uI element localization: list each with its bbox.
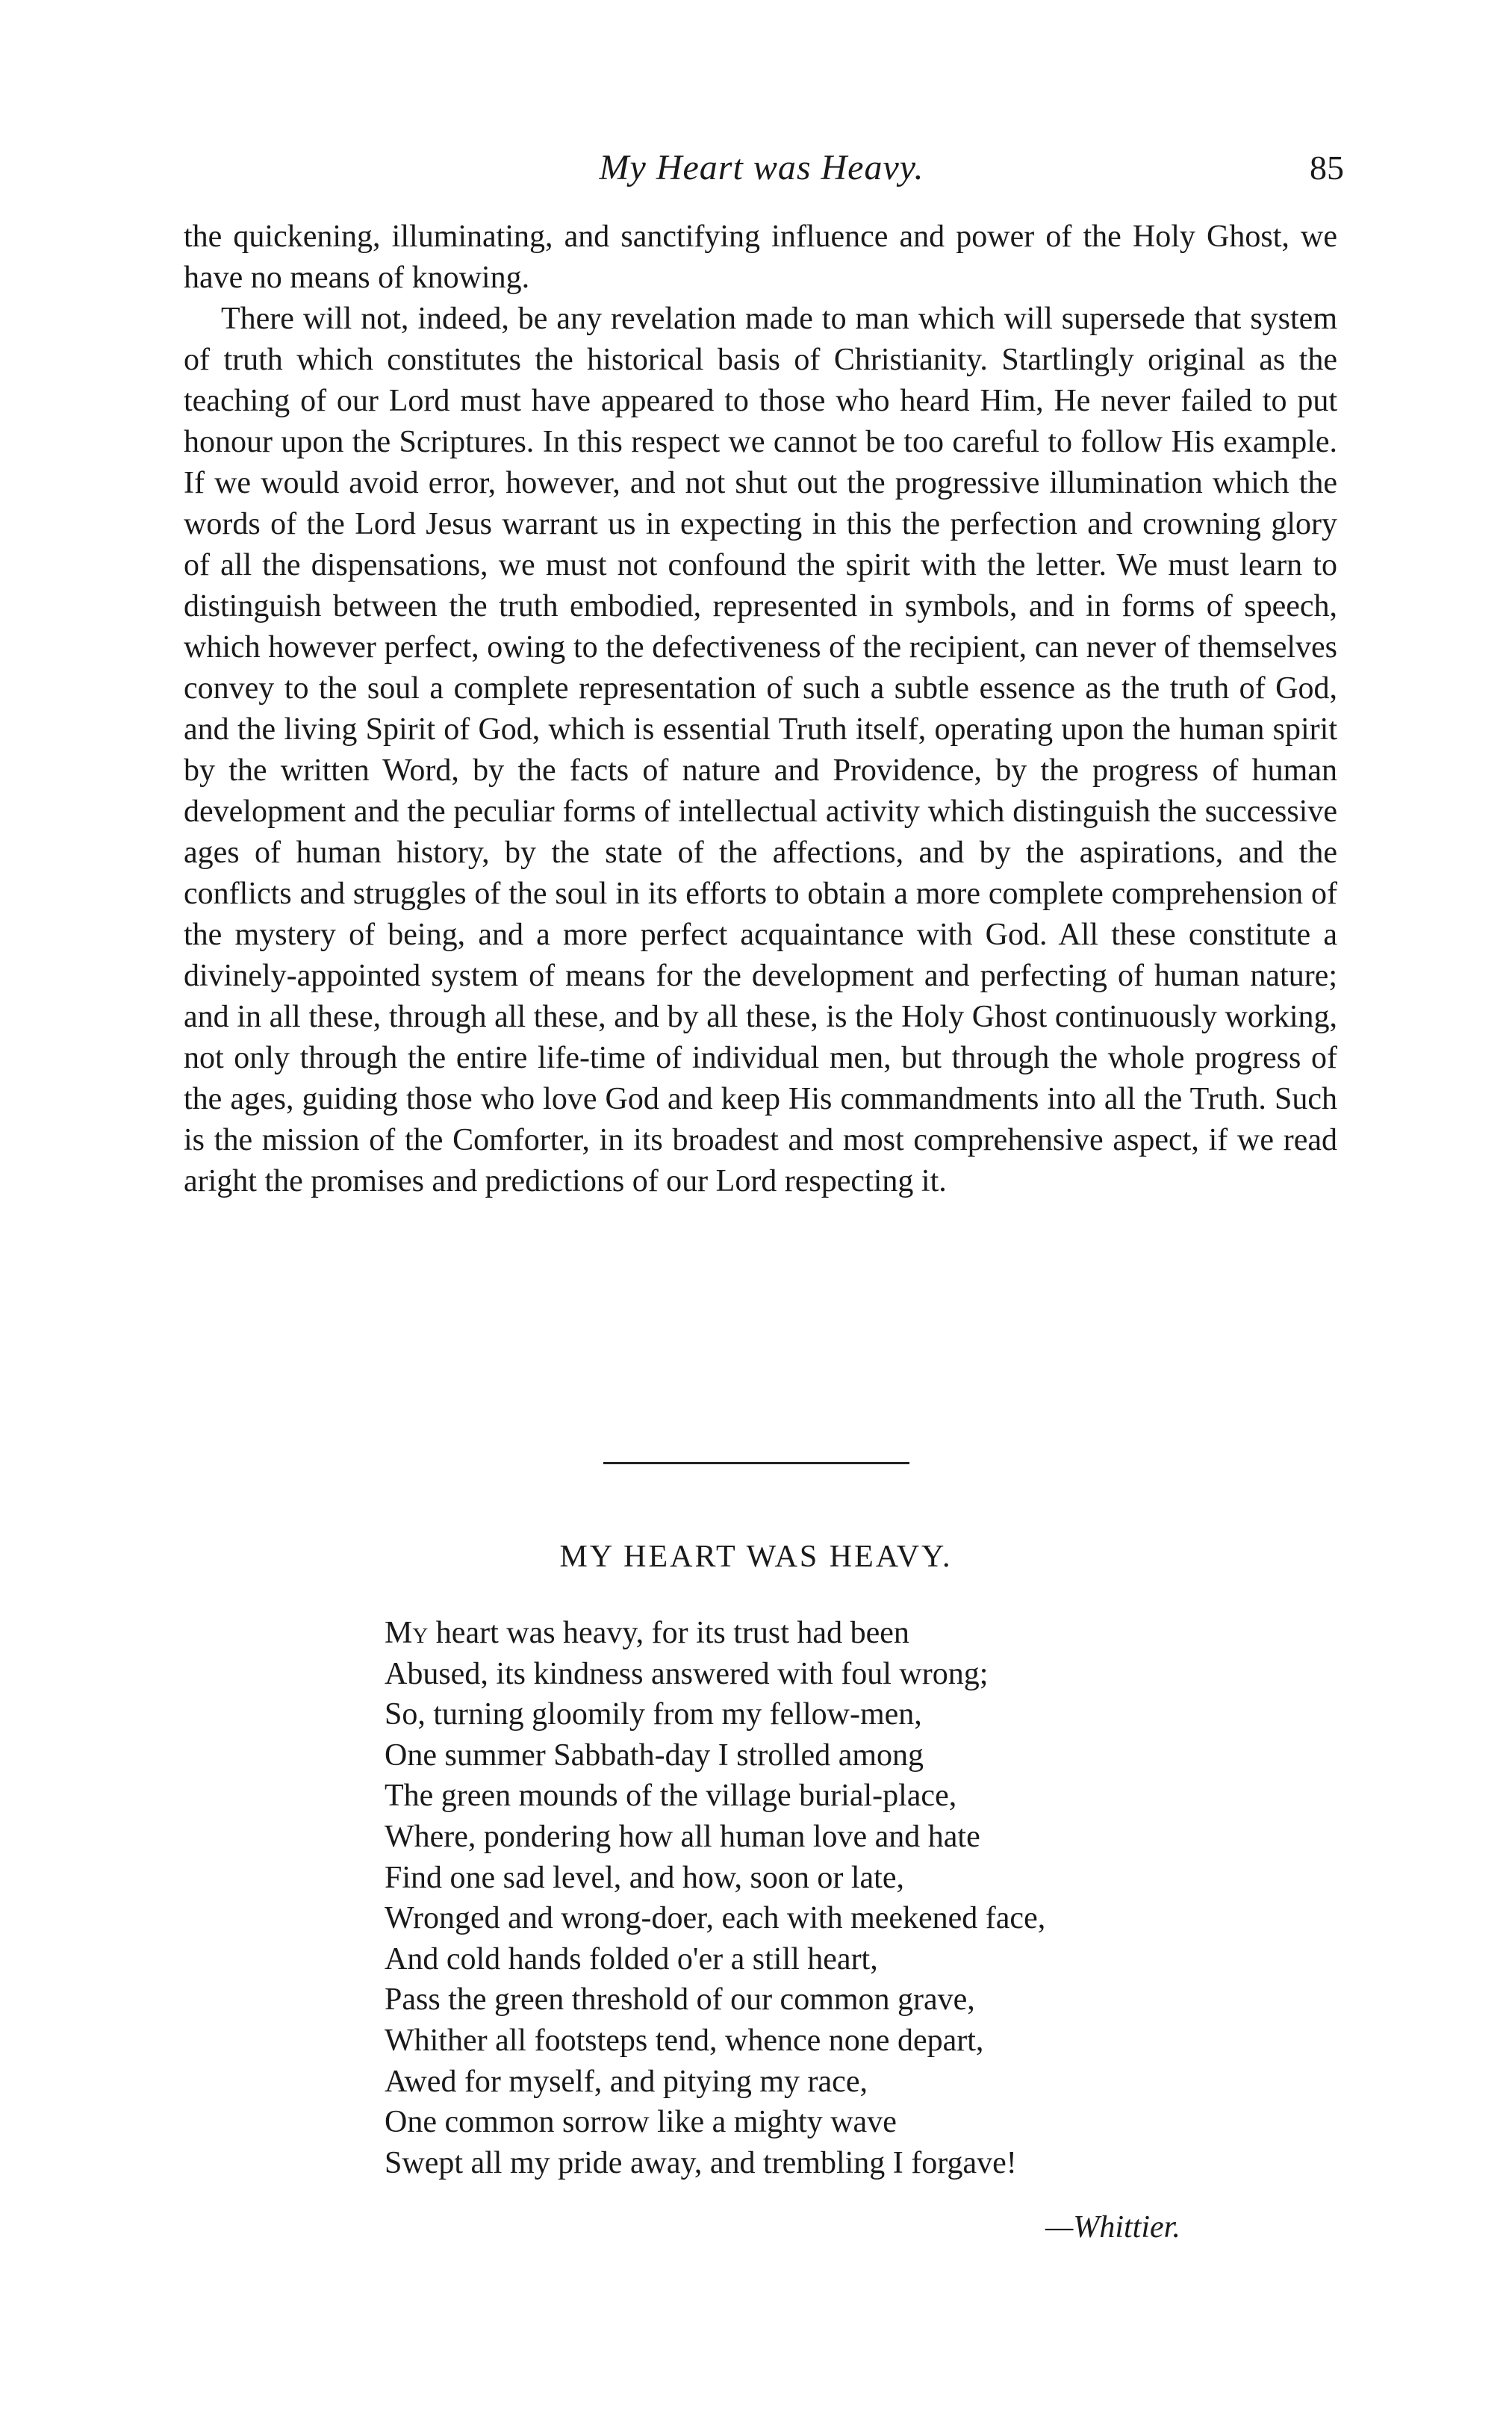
prose-paragraph: There will not, indeed, be any revelation made to man which will supersede that system of truth which constitutes the historical basis of Christianity. Startlingly original as the teaching of our Lord must have appeared to those who heard Him, He never failed to put honour upon the Scriptures. In this respect we cannot be too careful to follow His example. If we would avoid error, however, and not shut out the progressive illumination which the words of the Lord Jesus warrant us in expecting in this the perfection and crowning glory of all the dispensations, we must not confound the spirit with the letter. We must learn to distinguish between the truth embodied, represented in symbols, and in forms of speech, which however perfect, owing to the defectiveness of the recipient, can never of themselves convey to the soul a complete representation of such a subtle essence as the truth of God, and the living Spirit of God, which is essential Truth itself, operating upon the human spirit by the written Word, by the facts of nature and Providence, by the progress of human development and the peculiar forms of intellectual activity which distinguish the successive ages of human history, by the state of the affections, and by the aspirations, and the conflicts and struggles of the soul in its efforts to obtain a more complete comprehension of the mystery of being, and a more perfect acquaintance with God. All these constitute a divinely-appointed system of means for the development and perfecting of human nature; and in all these, through all these, and by all these, is the Holy Ghost continuously working, not only through the entire life-time of individual men, but through the whole progress of the ages, guiding those who love God and keep His commandments into all the Truth. Such is the mission of the Comforter, in its broadest and most comprehensive aspect, if we read aright the promises and predictions of our Lord respecting it. <box>184 302 1337 1198</box>
poem-line <box>385 1613 1243 1654</box>
poem-title: MY HEART WAS HEAVY. <box>559 1540 953 1574</box>
poem-line: Awed for myself, and pitying my race, <box>385 2064 868 2099</box>
poem-line: Wronged and wrong-doer, each with meekened face, <box>385 1901 1046 1936</box>
poem-body <box>385 1613 1243 2183</box>
poem-attribution: —Whittier. <box>1045 2210 1180 2245</box>
poem-line: Find one sad level, and how, soon or late, <box>385 1860 904 1895</box>
prose-body <box>184 217 1337 1202</box>
poem-first-word: My <box>385 1616 429 1650</box>
poem-line: Where, pondering how all human love and hate <box>385 1819 980 1854</box>
page-number: 85 <box>1310 149 1344 187</box>
section-divider-rule <box>603 1462 909 1464</box>
poem-line: Abused, its kindness answered with foul wrong; <box>385 1656 989 1691</box>
poem-line: Swept all my pride away, and trembling I forgave! <box>385 2145 1017 2180</box>
poem-line: So, turning gloomily from my fellow-men, <box>385 1697 922 1732</box>
running-title: My Heart was Heavy. <box>599 148 924 187</box>
poem-line: The green mounds of the village burial-place, <box>385 1779 957 1814</box>
prose-paragraph: the quickening, illuminating, and sanctifying influence and power of the Holy Ghost, we have no means of knowing. <box>184 220 1337 295</box>
poem-line: One summer Sabbath-day I strolled among <box>385 1738 924 1773</box>
poem-first-line-rest: heart was heavy, for its trust had been <box>428 1616 909 1650</box>
running-head <box>179 138 1344 198</box>
poem-line: Pass the green threshold of our common grave, <box>385 1982 975 2018</box>
poem-line: And cold hands folded o'er a still heart, <box>385 1941 878 1976</box>
poem-line: Whither all footsteps tend, whence none depart, <box>385 2023 984 2058</box>
poem-line: One common sorrow like a mighty wave <box>385 2105 897 2140</box>
